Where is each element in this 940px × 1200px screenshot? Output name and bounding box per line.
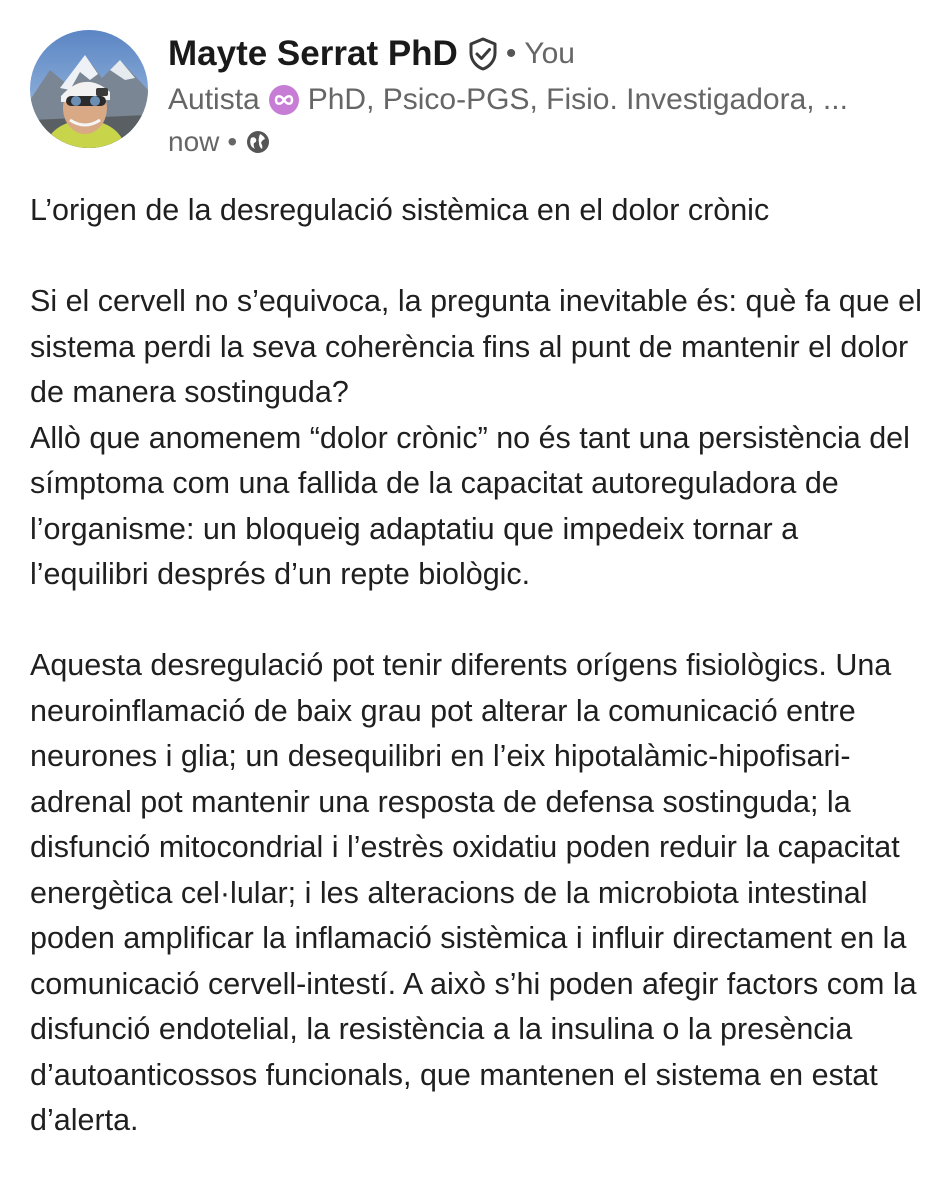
avatar[interactable] <box>30 30 148 148</box>
post-title: L’origen de la desregulació sistèmica en el dolor crònic <box>30 193 770 227</box>
author-headline <box>168 78 908 122</box>
avatar-photo <box>30 30 148 148</box>
relation-label: You <box>524 37 575 70</box>
post-header <box>30 30 910 160</box>
author-name-row <box>168 32 908 76</box>
post-content <box>30 188 925 1144</box>
headline-prefix: Autista <box>168 83 260 116</box>
paragraph-3: Aquesta desregulació pot tenir diferents orígens fisiològics. Una neuroinflamació de baix grau pot alterar la comunicació entre neurones i glia; un desequilibri en l’eix hipotalàmic-hipofisari-adrenal pot mantenir una resposta de defensa sostinguda; la disfunció mitocondrial i l’estrès oxidatiu poden reduir la capacitat energètica cel·lular; i les alteracions de la microbiota intestinal poden amplificar la inflamació sistèmica i influir directament en la comunicació cervell-intestí. A això s’hi poden afegir factors com la disfunció endotelial, la resistència a la insulina o la presència d’autoanticossos funcionals, que mantenen el sistema en estat d’alerta. <box>30 648 917 1137</box>
infinity-icon <box>268 84 300 116</box>
paragraph-gap <box>30 598 925 644</box>
globe-icon[interactable] <box>245 129 271 155</box>
time-separator: • <box>227 126 238 157</box>
paragraph-2: Allò que anomenem “dolor crònic” no és tant una persistència del símptoma com una fallida de la capacitat autoreguladora de l’organisme: un bloqueig adaptatiu que impedeix tornar a l’equilibri després d’un repte biològic. <box>30 420 910 591</box>
author-name[interactable]: Mayte Serrat PhD <box>168 34 458 73</box>
post-meta <box>168 122 908 162</box>
name-separator: • <box>505 37 517 70</box>
paragraph-gap <box>30 234 925 280</box>
headline-text: PhD, Psico-PGS, Fisio. Investigadora, ... <box>307 83 848 116</box>
post-time: now <box>168 126 220 157</box>
verified-shield-icon <box>466 37 500 71</box>
paragraph-1: Si el cervell no s’equivoca, la pregunta inevitable és: què fa que el sistema perdi la seva coherència fins al punt de mantenir el dolor de manera sostinguda? <box>30 284 922 409</box>
author-info <box>168 32 908 162</box>
